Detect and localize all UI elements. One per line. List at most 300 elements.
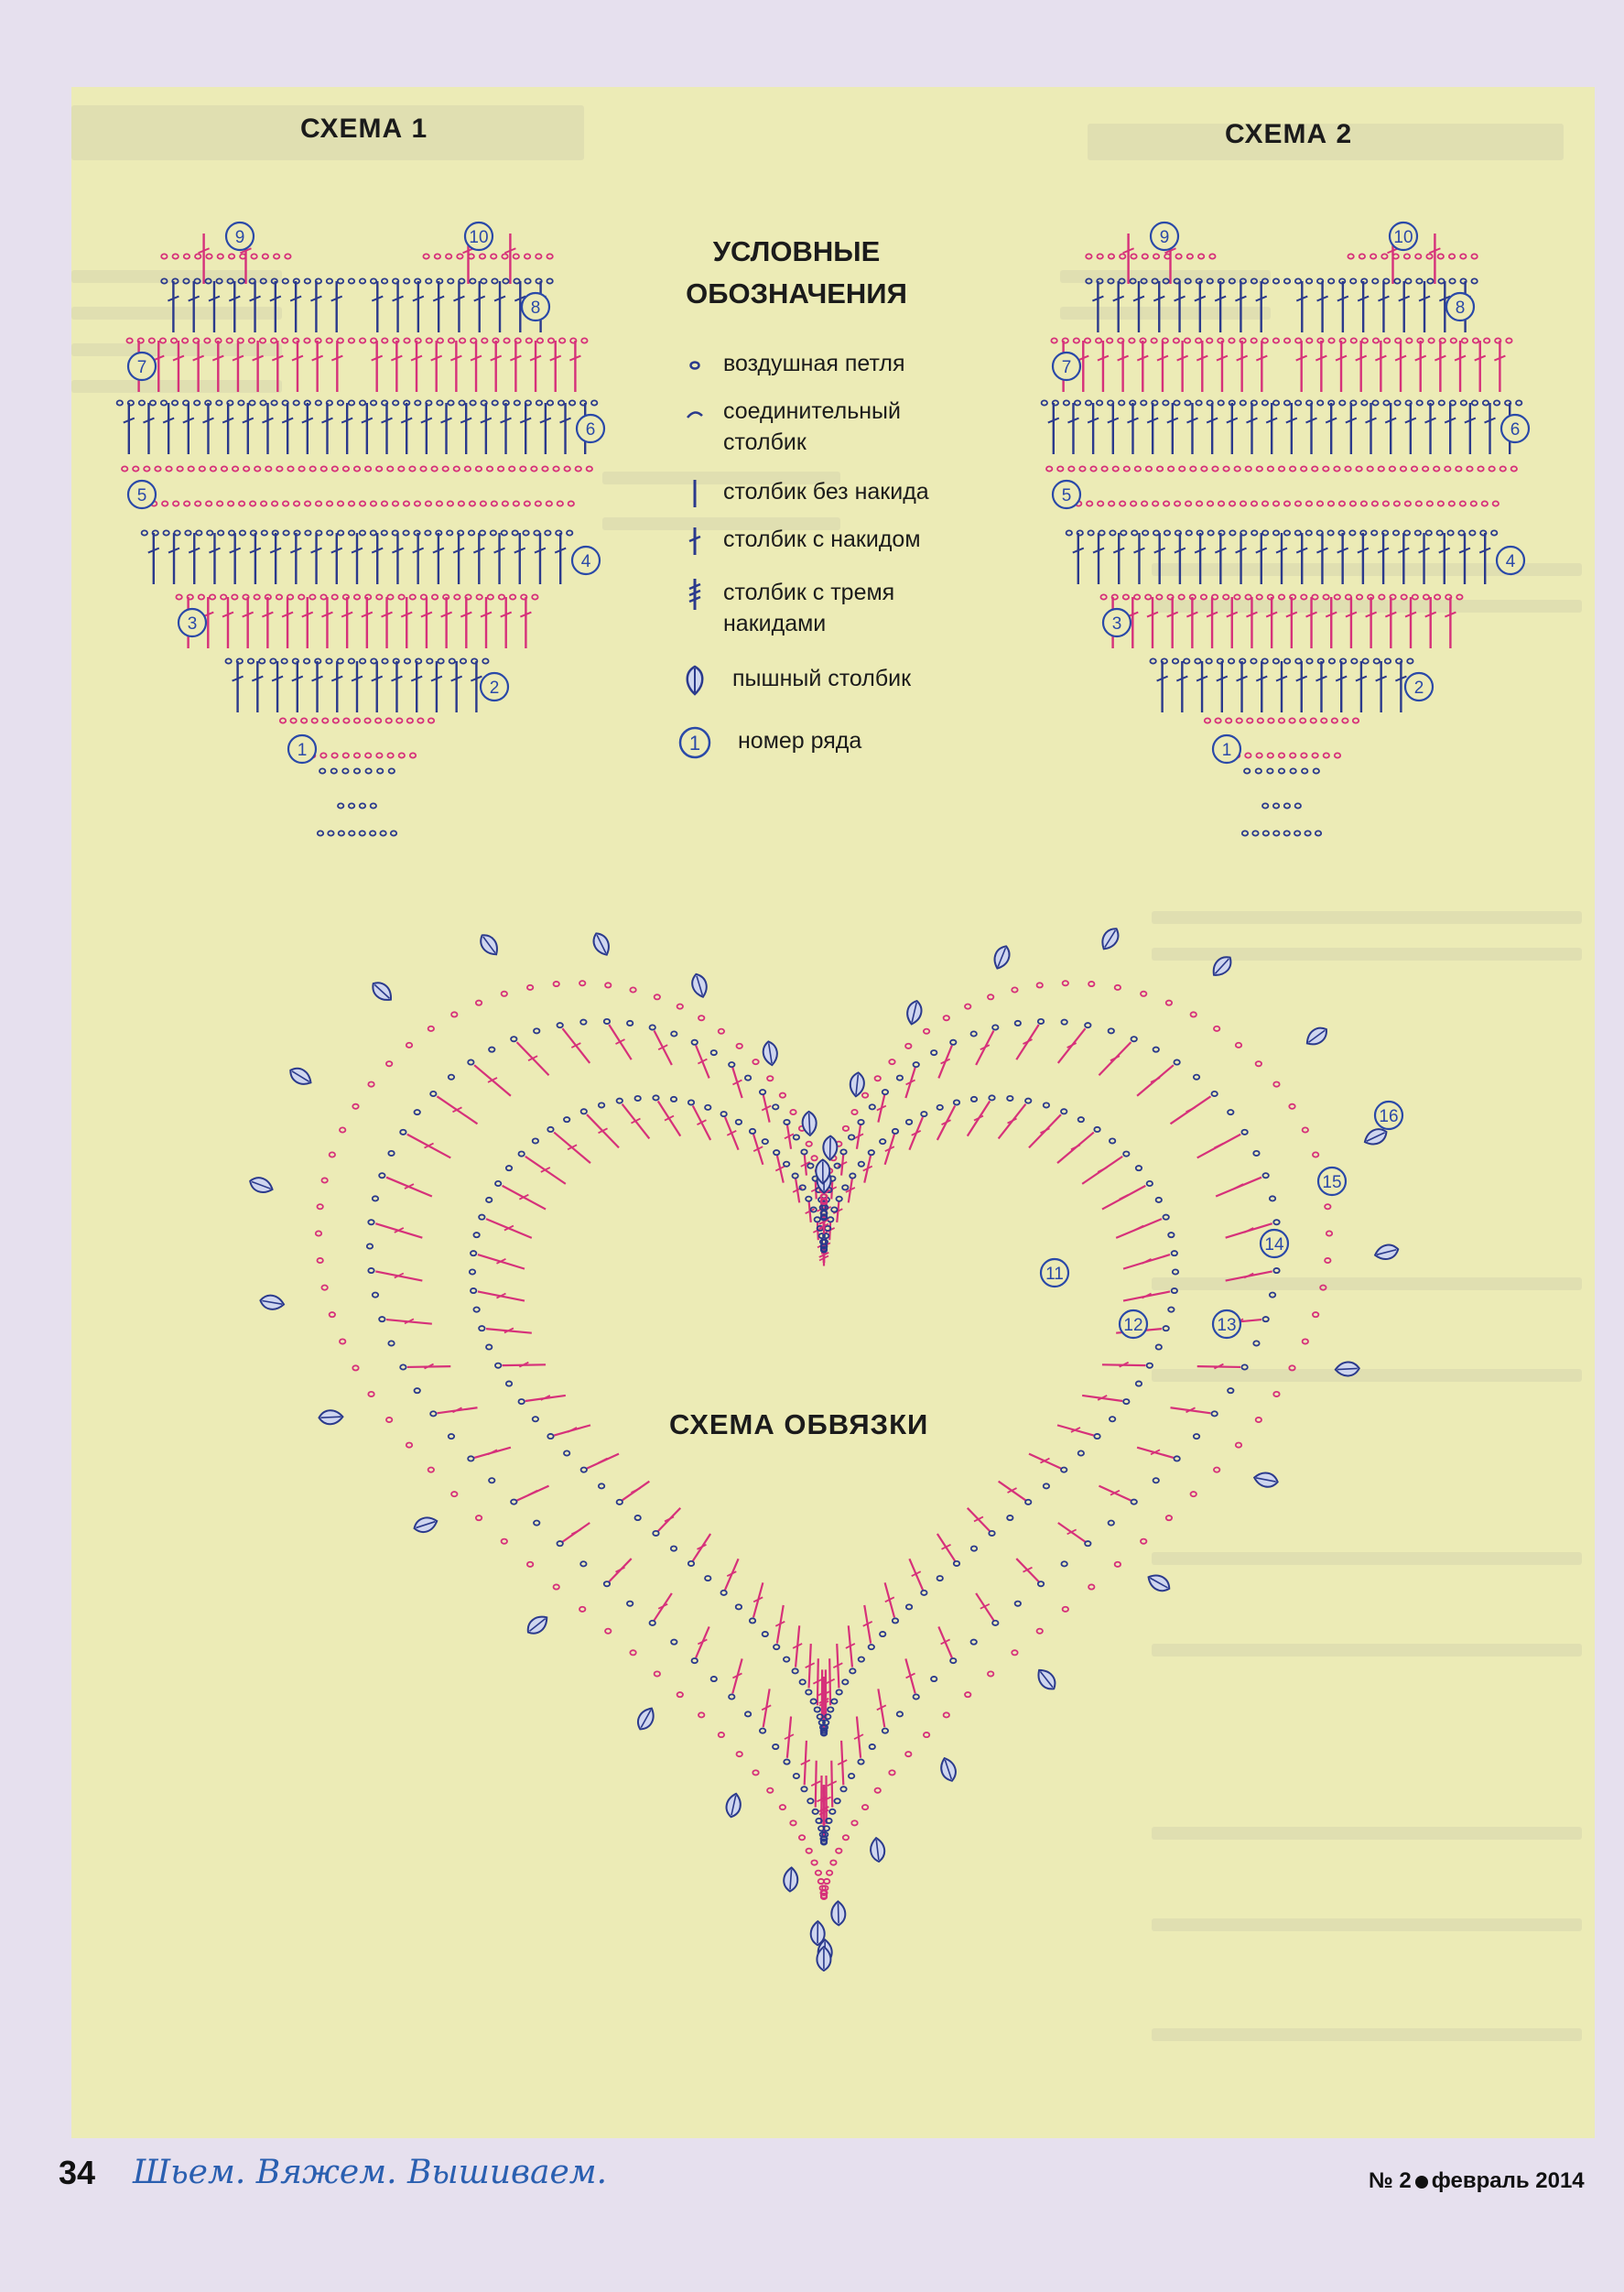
chain-stitch xyxy=(510,594,515,599)
page-number: 34 xyxy=(59,2154,96,2191)
chain-stitch xyxy=(1273,278,1279,283)
chain-stitch xyxy=(1407,658,1413,663)
chain-stitch xyxy=(627,1602,633,1606)
chain-stitch xyxy=(711,1050,717,1055)
chain-stitch xyxy=(1270,1293,1275,1298)
chain-stitch xyxy=(1141,278,1146,283)
chain-stitch xyxy=(1401,466,1406,471)
chain-stitch xyxy=(365,768,371,773)
chain-stitch xyxy=(360,831,365,835)
chain-stitch xyxy=(1447,530,1453,535)
chain-stitch xyxy=(1301,753,1306,757)
chain-stitch xyxy=(460,338,465,342)
row-number-10: 10 xyxy=(1393,228,1413,247)
chain-stitch xyxy=(1438,254,1444,258)
legend-label-puff: пышный столбик xyxy=(732,666,912,691)
chain-stitch xyxy=(705,1576,710,1581)
chain-stitch xyxy=(1212,466,1218,471)
chain-stitch xyxy=(1262,501,1268,505)
chain-stitch xyxy=(1262,530,1268,535)
chain-stitch xyxy=(850,1173,855,1178)
chain-stitch xyxy=(1123,1151,1129,1156)
chain-stitch xyxy=(889,1770,894,1775)
chain-stitch xyxy=(858,1759,863,1764)
chain-stitch xyxy=(1471,278,1477,283)
chain-stitch xyxy=(1174,1456,1179,1461)
chain-stitch xyxy=(1415,530,1421,535)
chain-stitch xyxy=(316,501,321,505)
chain-stitch xyxy=(331,768,337,773)
chain-stitch xyxy=(427,338,432,342)
chain-stitch xyxy=(554,982,559,986)
chain-stitch xyxy=(547,278,552,283)
chain-stitch xyxy=(386,1418,392,1422)
chain-stitch xyxy=(1229,278,1235,283)
chain-stitch xyxy=(428,1027,434,1031)
chain-stitch xyxy=(352,1365,358,1370)
chain-stitch xyxy=(536,400,542,405)
puff-stitch-icon xyxy=(412,1515,438,1535)
chain-stitch xyxy=(545,530,550,535)
chain-stitch xyxy=(1328,338,1334,342)
chain-stitch xyxy=(171,338,177,342)
puff-stitch-icon xyxy=(762,1040,779,1066)
chain-stitch xyxy=(807,1164,813,1168)
chain-stitch xyxy=(338,501,343,505)
chain-stitch xyxy=(330,1152,335,1157)
chain-stitch xyxy=(869,1645,874,1649)
chain-stitch xyxy=(489,1048,494,1052)
chain-stitch xyxy=(430,1092,436,1096)
chain-stitch xyxy=(1244,768,1250,773)
chain-stitch xyxy=(542,466,547,471)
chain-stitch xyxy=(465,466,471,471)
chain-stitch xyxy=(1166,1515,1172,1520)
puff-stitch-icon xyxy=(802,1112,817,1136)
chain-stitch xyxy=(1436,530,1442,535)
chain-stitch xyxy=(921,1112,926,1116)
chain-stitch xyxy=(1236,1043,1241,1048)
chain-stitch xyxy=(304,658,309,663)
chain-stitch xyxy=(468,1059,473,1064)
chain-stitch xyxy=(206,254,211,258)
chain-stitch xyxy=(812,1809,817,1814)
chain-stitch xyxy=(671,1640,677,1645)
chain-stitch xyxy=(1361,400,1367,405)
chain-stitch xyxy=(373,1196,378,1200)
chain-stitch xyxy=(1268,718,1273,722)
chain-stitch xyxy=(321,1178,327,1182)
chain-stitch xyxy=(811,1860,817,1864)
chain-stitch xyxy=(1164,501,1169,505)
chain-stitch xyxy=(1228,1110,1233,1114)
chain-stitch xyxy=(1438,501,1444,505)
chain-stitch xyxy=(117,400,123,405)
chain-stitch xyxy=(432,594,438,599)
chain-stitch xyxy=(763,1632,768,1636)
chain-stitch xyxy=(1295,501,1301,505)
chain-stitch xyxy=(1273,803,1279,808)
chain-stitch xyxy=(1312,594,1317,599)
chain-stitch xyxy=(428,718,434,722)
chain-stitch xyxy=(1131,254,1136,258)
chain-stitch xyxy=(547,1434,553,1439)
chain-stitch xyxy=(449,658,455,663)
chain-stitch xyxy=(222,466,227,471)
chain-stitch xyxy=(514,254,519,258)
chain-stitch xyxy=(737,1752,742,1756)
chain-stitch xyxy=(1383,400,1389,405)
chain-stitch xyxy=(368,1268,374,1273)
chain-stitch xyxy=(944,1016,949,1020)
chain-stitch xyxy=(1119,278,1124,283)
chain-stitch xyxy=(1195,658,1200,663)
chain-stitch xyxy=(502,1539,507,1544)
chain-stitch xyxy=(349,338,354,342)
chain-stitch xyxy=(1348,254,1353,258)
row-number-3: 3 xyxy=(1111,614,1122,634)
chain-stitch xyxy=(906,1604,912,1609)
chain-stitch xyxy=(281,658,287,663)
chain-stitch xyxy=(893,1129,898,1134)
chain-stitch xyxy=(905,1752,911,1756)
chain-stitch xyxy=(382,658,387,663)
chain-stitch xyxy=(333,718,339,722)
chain-stitch xyxy=(815,1217,820,1222)
chain-stitch xyxy=(349,530,354,535)
row-number-2: 2 xyxy=(489,679,500,698)
chain-stitch xyxy=(211,466,216,471)
chain-stitch xyxy=(489,1478,494,1483)
chain-stitch xyxy=(843,1126,849,1131)
chain-stitch xyxy=(1061,1561,1066,1566)
chain-stitch xyxy=(283,530,288,535)
chain-stitch xyxy=(1178,594,1184,599)
chain-stitch xyxy=(502,254,507,258)
chain-stitch xyxy=(553,466,558,471)
chain-stitch xyxy=(1131,501,1136,505)
chain-stitch xyxy=(305,501,310,505)
chain-stitch xyxy=(360,530,365,535)
chain-stitch xyxy=(1351,338,1357,342)
chain-stitch xyxy=(1263,831,1269,835)
chain-stitch xyxy=(1379,594,1384,599)
chain-stitch xyxy=(534,1028,539,1033)
chain-stitch xyxy=(387,594,393,599)
puff-stitch-icon xyxy=(811,1921,825,1945)
chain-stitch xyxy=(1327,530,1333,535)
chain-stitch xyxy=(564,466,569,471)
puff-stitch-icon xyxy=(1373,1243,1400,1262)
chain-stitch xyxy=(1168,1308,1174,1312)
chain-stitch xyxy=(249,338,254,342)
chain-stitch xyxy=(492,501,497,505)
chain-stitch xyxy=(415,1388,420,1393)
chain-stitch xyxy=(829,1809,835,1814)
chain-stitch xyxy=(828,1707,833,1711)
chain-stitch xyxy=(491,254,496,258)
chain-stitch xyxy=(354,768,360,773)
chain-stitch xyxy=(1279,753,1284,757)
chain-stitch xyxy=(1115,985,1121,990)
chain-stitch xyxy=(914,1694,919,1699)
chain-stitch xyxy=(426,501,431,505)
chain-stitch xyxy=(1240,400,1246,405)
chain-stitch xyxy=(404,501,409,505)
chain-stitch xyxy=(836,1689,841,1694)
chain-stitch xyxy=(495,1181,501,1186)
chain-stitch xyxy=(653,1095,658,1100)
chain-stitch-icon xyxy=(677,348,712,383)
chain-stitch xyxy=(1173,1269,1178,1274)
bullet-icon xyxy=(1415,2176,1428,2189)
chain-stitch xyxy=(559,338,565,342)
chain-stitch xyxy=(1295,400,1301,405)
chain-stitch xyxy=(720,1591,726,1595)
chain-stitch xyxy=(1088,982,1094,986)
chain-stitch xyxy=(426,278,431,283)
chain-stitch xyxy=(512,530,517,535)
chain-stitch xyxy=(317,1258,322,1263)
chain-stitch xyxy=(698,1712,704,1717)
triple-treble-icon xyxy=(677,577,712,612)
chain-stitch xyxy=(1196,338,1201,342)
chain-stitch xyxy=(400,1130,406,1135)
chain-stitch xyxy=(360,803,365,808)
chain-stitch xyxy=(332,466,338,471)
chain-stitch xyxy=(924,1733,929,1737)
chain-stitch xyxy=(438,658,443,663)
chain-stitch xyxy=(417,718,423,722)
chain-stitch xyxy=(1207,338,1212,342)
chain-stitch xyxy=(274,254,279,258)
chain-stitch xyxy=(305,278,310,283)
chain-stitch xyxy=(481,278,486,283)
chain-stitch xyxy=(1174,338,1179,342)
chain-stitch xyxy=(1339,501,1345,505)
chain-stitch xyxy=(238,400,244,405)
chain-stitch xyxy=(650,1025,655,1029)
chain-stitch xyxy=(1130,278,1135,283)
chain-stitch xyxy=(1061,1109,1066,1113)
chain-stitch xyxy=(1150,658,1155,663)
chain-stitch xyxy=(1449,501,1455,505)
chain-stitch xyxy=(579,1607,585,1612)
chain-stitch xyxy=(163,530,168,535)
chain-stitch xyxy=(1256,768,1261,773)
chain-stitch xyxy=(1253,1151,1259,1156)
chain-stitch xyxy=(924,1029,929,1034)
chain-stitch xyxy=(301,718,307,722)
chain-stitch xyxy=(327,278,332,283)
chain-stitch xyxy=(495,1363,501,1368)
chain-stitch xyxy=(1185,338,1190,342)
chain-stitch xyxy=(470,400,475,405)
chain-stitch xyxy=(1273,658,1279,663)
chain-stitch xyxy=(1435,594,1440,599)
chain-stitch xyxy=(1147,1181,1153,1186)
chain-stitch xyxy=(244,466,249,471)
chain-stitch xyxy=(204,338,210,342)
chain-stitch xyxy=(1356,466,1361,471)
chain-stitch xyxy=(750,1618,755,1623)
chain-stitch xyxy=(1273,831,1279,835)
chain-stitch xyxy=(371,803,376,808)
row-number-3: 3 xyxy=(187,614,198,634)
chain-stitch xyxy=(471,1288,476,1293)
chain-stitch xyxy=(328,831,333,835)
chain-stitch xyxy=(161,278,167,283)
edging-ring-chart xyxy=(248,925,1402,1971)
chain-stitch xyxy=(321,466,327,471)
chain-stitch xyxy=(388,1341,394,1345)
chain-stitch xyxy=(1381,254,1387,258)
chain-stitch xyxy=(1097,254,1102,258)
chain-stitch xyxy=(406,1442,412,1447)
chain-stitch xyxy=(479,1215,484,1220)
chain-stitch xyxy=(425,530,430,535)
chain-stitch xyxy=(1315,831,1321,835)
chain-stitch xyxy=(1290,753,1295,757)
chain-stitch xyxy=(970,1031,976,1036)
chain-stitch xyxy=(988,994,993,999)
chain-stitch xyxy=(349,803,354,808)
chain-stitch xyxy=(780,1093,785,1098)
chain-stitch xyxy=(760,1729,765,1733)
row-number-7: 7 xyxy=(136,358,147,377)
chain-stitch xyxy=(1110,530,1115,535)
chain-stitch xyxy=(403,530,408,535)
chain-stitch xyxy=(283,278,288,283)
chain-stitch xyxy=(1042,400,1047,405)
chain-stitch xyxy=(1085,1541,1090,1546)
chain-stitch xyxy=(1194,1075,1199,1080)
chain-stitch xyxy=(254,594,259,599)
chain-stitch xyxy=(370,831,375,835)
chain-stitch xyxy=(527,1562,533,1567)
chain-stitch xyxy=(435,254,440,258)
chain-stitch xyxy=(1306,530,1312,535)
chain-stitch xyxy=(449,338,454,342)
chain-stitch xyxy=(368,1392,374,1396)
chain-stitch xyxy=(780,1805,785,1809)
chain-stitch xyxy=(807,1849,812,1853)
chain-stitch xyxy=(1372,400,1378,405)
chain-stitch xyxy=(185,530,190,535)
chain-stitch xyxy=(1273,1220,1279,1224)
chain-stitch xyxy=(368,1081,374,1086)
chain-stitch xyxy=(880,1139,885,1144)
chain-stitch xyxy=(184,254,189,258)
chain-stitch xyxy=(815,1707,820,1711)
chain-stitch xyxy=(1251,338,1257,342)
chain-stitch xyxy=(1273,1081,1279,1086)
chain-stitch xyxy=(368,1220,374,1224)
row-number-2: 2 xyxy=(1413,679,1424,698)
chain-stitch xyxy=(338,400,343,405)
chain-stitch xyxy=(1268,466,1273,471)
chain-stitch xyxy=(1101,466,1107,471)
chain-stitch xyxy=(276,594,282,599)
chain-stitch xyxy=(338,530,343,535)
chain-stitch xyxy=(564,1117,569,1122)
chain-stitch xyxy=(1325,1258,1330,1263)
chain-stitch xyxy=(1456,594,1462,599)
chain-stitch xyxy=(1061,1468,1066,1472)
chain-stitch xyxy=(1345,466,1350,471)
chain-stitch xyxy=(1012,1650,1017,1655)
chain-stitch xyxy=(1516,400,1521,405)
chain-stitch xyxy=(293,400,298,405)
chain-stitch xyxy=(1394,278,1400,283)
chain-stitch xyxy=(558,400,564,405)
chain-stitch xyxy=(692,1658,698,1663)
chain-stitch xyxy=(1088,530,1093,535)
chain-stitch xyxy=(459,501,464,505)
legend-label-sc: столбик без накида xyxy=(723,479,929,505)
chain-stitch xyxy=(473,1308,479,1312)
chain-stitch xyxy=(1241,1364,1247,1369)
chain-stitch xyxy=(340,1339,345,1343)
chain-stitch xyxy=(287,466,293,471)
chain-stitch xyxy=(720,1112,726,1116)
chain-stitch xyxy=(126,338,132,342)
chain-stitch xyxy=(149,338,155,342)
chain-stitch xyxy=(1174,1059,1179,1064)
chain-stitch xyxy=(282,338,287,342)
chain-stitch xyxy=(534,1521,539,1526)
chain-stitch xyxy=(954,1100,959,1104)
chain-stitch xyxy=(1324,753,1329,757)
chain-stitch xyxy=(1226,718,1231,722)
chain-stitch xyxy=(431,466,437,471)
chain-stitch xyxy=(376,466,382,471)
chain-stitch xyxy=(1284,400,1290,405)
chain-stitch xyxy=(1251,278,1257,283)
chain-stitch xyxy=(1279,594,1284,599)
chain-stitch xyxy=(1472,400,1478,405)
chain-stitch xyxy=(807,1798,813,1803)
chain-stitch xyxy=(806,1689,811,1694)
chain-stitch xyxy=(514,400,520,405)
chain-stitch xyxy=(1025,1099,1031,1103)
chain-stitch xyxy=(1153,530,1159,535)
chain-stitch xyxy=(1090,466,1096,471)
chain-stitch xyxy=(216,400,222,405)
chain-stitch xyxy=(1223,594,1229,599)
chain-stitch xyxy=(882,1090,888,1094)
chain-stitch xyxy=(1313,1312,1318,1317)
chain-stitch xyxy=(1262,400,1268,405)
chain-stitch xyxy=(1051,338,1056,342)
chain-stitch xyxy=(1426,530,1432,535)
chain-stitch xyxy=(309,594,315,599)
chain-stitch xyxy=(382,501,387,505)
chain-stitch xyxy=(468,1456,473,1461)
chain-stitch xyxy=(280,718,286,722)
chain-stitch xyxy=(760,1090,765,1094)
chain-stitch xyxy=(1078,1117,1084,1122)
row-number-10: 10 xyxy=(469,228,489,247)
chain-stitch xyxy=(1234,594,1240,599)
chain-stitch xyxy=(460,658,466,663)
chain-stitch xyxy=(794,1774,799,1778)
chain-stitch xyxy=(810,1699,816,1703)
chain-stitch xyxy=(1064,400,1069,405)
chain-stitch xyxy=(752,1059,758,1064)
puff-stitch-line xyxy=(838,1903,839,1923)
chain-stitch xyxy=(238,278,244,283)
